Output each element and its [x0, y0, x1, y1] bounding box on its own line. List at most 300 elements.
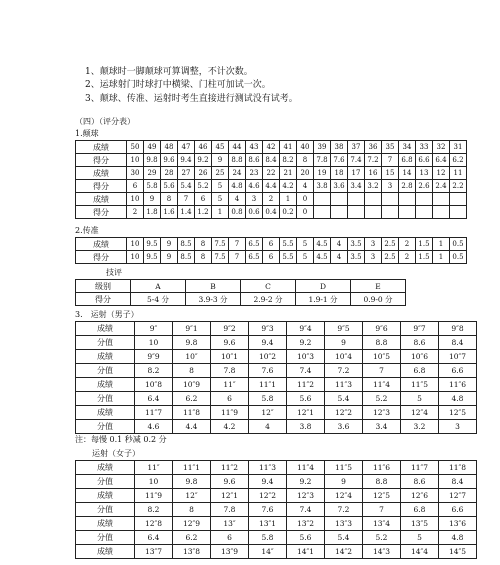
juggling-cell: 7.8 [314, 154, 331, 167]
juggling-cell: 37 [348, 141, 365, 154]
juggling-cell [450, 193, 467, 206]
dribble-male-cell: 7 [363, 364, 401, 378]
dribble-female-cell: 11″1 [173, 461, 211, 475]
juggling-cell: 9 [144, 193, 161, 206]
dribble-female-row-label: 分值 [76, 503, 135, 517]
juggling-cell: 8.2 [280, 154, 297, 167]
dribble-male-row [76, 322, 477, 336]
juggling-cell: 8.4 [263, 154, 280, 167]
dribble-male-cell: 11″ [211, 378, 249, 392]
passing-cell: 7.5 [212, 238, 229, 251]
dribble-male-cell: 5.2 [363, 392, 401, 406]
juggling-cell [399, 206, 416, 219]
juggling-cell: 1.4 [178, 206, 195, 219]
dribble-female-cell: 12″5 [363, 489, 401, 503]
juggling-cell: 32 [433, 141, 450, 154]
dribble-female-cell: 12″2 [249, 489, 287, 503]
juggling-row [76, 154, 467, 167]
juggling-cell: 26 [195, 167, 212, 180]
dribble-male-row [76, 336, 477, 350]
dribble-male-row-label: 成绩 [76, 322, 135, 336]
dribble-male-cell: 9.4 [249, 336, 287, 350]
technique-table [75, 279, 406, 306]
juggling-cell: 30 [127, 167, 144, 180]
passing-cell: 7 [229, 251, 246, 264]
juggling-cell: 44 [229, 141, 246, 154]
juggling-cell: 1 [280, 193, 297, 206]
juggling-cell: 47 [178, 141, 195, 154]
dribble-male-cell: 9″5 [325, 322, 363, 336]
passing-cell: 4.5 [314, 251, 331, 264]
dribble-male-cell: 10″2 [249, 350, 287, 364]
juggling-cell [416, 193, 433, 206]
passing-row [76, 251, 467, 264]
dribble-male-cell: 11″2 [287, 378, 325, 392]
dribble-female-cell: 7.4 [287, 503, 325, 517]
dribble-female-cell: 9.4 [249, 475, 287, 489]
dribble-female-cell: 12″7 [439, 489, 477, 503]
juggling-cell: 3 [246, 193, 263, 206]
juggling-cell: 7.6 [331, 154, 348, 167]
juggling-cell: 2.6 [416, 180, 433, 193]
juggling-cell: 8.8 [229, 154, 246, 167]
dribble-male-cell: 11″1 [249, 378, 287, 392]
technique-row [76, 280, 406, 293]
juggling-row-label: 成绩 [76, 141, 127, 154]
dribble-female-cell: 9 [325, 475, 363, 489]
passing-cell: 6 [263, 251, 280, 264]
dribble-female-cell: 8.6 [401, 475, 439, 489]
dribble-male-cell: 11″5 [401, 378, 439, 392]
passing-cell: 4 [331, 251, 348, 264]
juggling-cell: 4.2 [280, 180, 297, 193]
technique-cell: 1.9-1 分 [296, 293, 351, 306]
dribble-male-cell: 9″6 [363, 322, 401, 336]
dribble-male-cell: 4 [249, 420, 287, 434]
passing-cell: 1.5 [416, 238, 433, 251]
dribble-female-cell: 13″5 [401, 517, 439, 531]
juggling-cell: 7 [178, 193, 195, 206]
dribble-male-cell: 8 [173, 364, 211, 378]
dribble-male-cell: 4.8 [439, 392, 477, 406]
dribble-female-cell: 6.6 [439, 503, 477, 517]
juggling-cell [314, 206, 331, 219]
dribble-male-table [75, 321, 477, 434]
dribble-female-cell: 9.6 [211, 475, 249, 489]
dribble-female-cell: 12″1 [211, 489, 249, 503]
dribble-female-cell: 5.6 [287, 531, 325, 545]
dribble-male-cell: 10″5 [363, 350, 401, 364]
juggling-cell: 19 [314, 167, 331, 180]
dribble-female-cell: 6.8 [401, 503, 439, 517]
juggling-row [76, 141, 467, 154]
juggling-cell: 31 [450, 141, 467, 154]
dribble-male-cell: 10 [135, 336, 173, 350]
juggling-cell: 33 [416, 141, 433, 154]
juggling-cell [348, 206, 365, 219]
dribble-male-cell: 11″4 [363, 378, 401, 392]
juggling-cell: 3.6 [331, 180, 348, 193]
dribble-male-cell: 3.2 [401, 420, 439, 434]
juggling-row [76, 206, 467, 219]
dribble-male-cell: 4.6 [135, 420, 173, 434]
dribble-male-cell: 9″3 [249, 322, 287, 336]
juggling-cell: 15 [382, 167, 399, 180]
juggling-cell: 45 [212, 141, 229, 154]
passing-cell: 1 [433, 251, 450, 264]
technique-title: 技评 [106, 268, 122, 277]
dribble-male-cell: 8.6 [401, 336, 439, 350]
passing-row-label: 成绩 [76, 238, 127, 251]
passing-cell: 1.5 [416, 251, 433, 264]
juggling-cell: 8 [297, 154, 314, 167]
juggling-cell: 5.4 [178, 180, 195, 193]
juggling-cell: 12 [433, 167, 450, 180]
juggling-cell: 6 [195, 193, 212, 206]
dribble-female-row [76, 503, 477, 517]
juggling-cell: 17 [348, 167, 365, 180]
passing-cell: 5.5 [280, 251, 297, 264]
dribble-male-cell: 6.2 [173, 392, 211, 406]
dribble-female-cell: 7.6 [249, 503, 287, 517]
juggling-cell: 7 [382, 154, 399, 167]
dribble-female-cell: 6 [211, 531, 249, 545]
juggling-cell: 36 [365, 141, 382, 154]
juggling-cell: 50 [127, 141, 144, 154]
juggling-cell [382, 206, 399, 219]
juggling-cell: 10 [127, 154, 144, 167]
juggling-cell: 1.6 [161, 206, 178, 219]
juggling-cell: 5 [212, 193, 229, 206]
dribble-female-row [76, 475, 477, 489]
juggling-cell: 11 [450, 167, 467, 180]
dribble-female-cell: 11″4 [287, 461, 325, 475]
juggling-cell: 49 [144, 141, 161, 154]
juggling-cell: 4.8 [229, 180, 246, 193]
passing-cell: 0.5 [450, 251, 467, 264]
dribble-male-cell: 5.4 [325, 392, 363, 406]
juggling-cell: 7.4 [348, 154, 365, 167]
juggling-row-label: 得分 [76, 180, 127, 193]
juggling-cell: 22 [263, 167, 280, 180]
passing-cell: 4 [331, 238, 348, 251]
juggling-cell [433, 193, 450, 206]
dribble-female-cell: 6.4 [135, 531, 173, 545]
dribble-male-cell: 9″4 [287, 322, 325, 336]
technique-cell: E [351, 280, 406, 293]
juggling-cell: 6.4 [433, 154, 450, 167]
juggling-cell: 8.6 [246, 154, 263, 167]
juggling-cell: 2.4 [433, 180, 450, 193]
juggling-cell: 25 [212, 167, 229, 180]
dribble-female-cell: 13″9 [211, 545, 249, 559]
dribble-female-cell: 11″6 [363, 461, 401, 475]
juggling-cell [450, 206, 467, 219]
passing-cell: 5.5 [280, 238, 297, 251]
dribble-male-row-label: 分值 [76, 364, 135, 378]
juggling-cell: 27 [178, 167, 195, 180]
dribble-female-row-label: 分值 [76, 531, 135, 545]
dribble-male-cell: 8.2 [135, 364, 173, 378]
passing-cell: 6.5 [246, 238, 263, 251]
dribble-female-cell: 12″8 [135, 517, 173, 531]
juggling-cell: 18 [331, 167, 348, 180]
dribble-male-cell: 3.8 [287, 420, 325, 434]
dribble-male-cell: 12″ [249, 406, 287, 420]
technique-cell: C [241, 280, 296, 293]
dribble-male-row-label: 分值 [76, 392, 135, 406]
juggling-cell: 13 [416, 167, 433, 180]
juggling-cell: 3.8 [314, 180, 331, 193]
dribble-female-cell: 13″8 [173, 545, 211, 559]
juggling-cell [314, 193, 331, 206]
juggling-cell: 5.6 [161, 180, 178, 193]
dribble-female-cell: 8.2 [135, 503, 173, 517]
technique-cell: 3.9-3 分 [186, 293, 241, 306]
dribble-male-cell: 3 [439, 420, 477, 434]
technique-row [76, 293, 406, 306]
juggling-cell: 9.6 [161, 154, 178, 167]
dribble-female-cell: 13″6 [439, 517, 477, 531]
juggling-title: 1.颠球 [75, 129, 99, 138]
dribble-male-row [76, 420, 477, 434]
juggling-cell: 39 [314, 141, 331, 154]
dribble-female-cell: 12″9 [173, 517, 211, 531]
juggling-cell: 6 [127, 180, 144, 193]
dribble-female-row-label: 成绩 [76, 489, 135, 503]
juggling-cell: 28 [161, 167, 178, 180]
dribble-female-cell: 11″5 [325, 461, 363, 475]
dribble-female-cell: 12″6 [401, 489, 439, 503]
juggling-cell: 38 [331, 141, 348, 154]
juggling-cell: 46 [195, 141, 212, 154]
dribble-male-cell: 8.4 [439, 336, 477, 350]
juggling-cell: 2.8 [399, 180, 416, 193]
passing-cell: 1 [433, 238, 450, 251]
juggling-cell: 20 [297, 167, 314, 180]
passing-cell: 8 [195, 238, 212, 251]
passing-cell: 4.5 [314, 238, 331, 251]
dribble-female-title: 运射（女子） [92, 449, 140, 458]
juggling-cell [365, 206, 382, 219]
passing-cell: 2 [399, 251, 416, 264]
juggling-row [76, 167, 467, 180]
dribble-male-cell: 3.6 [325, 420, 363, 434]
juggling-cell: 9.2 [195, 154, 212, 167]
dribble-male-row [76, 406, 477, 420]
dribble-male-row-label: 成绩 [76, 378, 135, 392]
dribble-female-cell: 13″4 [363, 517, 401, 531]
dribble-female-cell: 12″4 [325, 489, 363, 503]
juggling-cell: 29 [144, 167, 161, 180]
dribble-female-table [75, 460, 477, 559]
dribble-female-cell: 14″5 [439, 545, 477, 559]
juggling-cell: 9.4 [178, 154, 195, 167]
dribble-female-cell: 8.4 [439, 475, 477, 489]
juggling-row-label: 得分 [76, 154, 127, 167]
passing-cell: 3.5 [348, 251, 365, 264]
juggling-cell: 9.8 [144, 154, 161, 167]
dribble-male-cell: 8.8 [363, 336, 401, 350]
juggling-row-label: 成绩 [76, 167, 127, 180]
juggling-cell: 3 [382, 180, 399, 193]
passing-cell: 3 [365, 238, 382, 251]
juggling-cell: 42 [263, 141, 280, 154]
juggling-cell: 34 [399, 141, 416, 154]
dribble-female-cell: 14″2 [325, 545, 363, 559]
juggling-cell: 6.2 [450, 154, 467, 167]
dribble-female-cell: 14″1 [287, 545, 325, 559]
passing-cell: 8.5 [178, 251, 195, 264]
dribble-female-cell: 5.2 [363, 531, 401, 545]
dribble-female-row [76, 545, 477, 559]
passing-cell: 6 [263, 238, 280, 251]
dribble-female-cell: 11″ [135, 461, 173, 475]
dribble-male-cell: 10″3 [287, 350, 325, 364]
passing-cell: 3.5 [348, 238, 365, 251]
dribble-male-cell: 9″2 [211, 322, 249, 336]
dribble-female-cell: 5.4 [325, 531, 363, 545]
passing-cell: 7.5 [212, 251, 229, 264]
dribble-male-cell: 5 [401, 392, 439, 406]
juggling-cell: 0.4 [263, 206, 280, 219]
dribble-male-cell: 11″9 [211, 406, 249, 420]
technique-row-label: 级别 [76, 280, 131, 293]
dribble-female-row [76, 461, 477, 475]
juggling-cell: 4.6 [246, 180, 263, 193]
dribble-female-row-label: 成绩 [76, 517, 135, 531]
dribble-female-row-label: 成绩 [76, 545, 135, 559]
dribble-male-cell: 11″8 [173, 406, 211, 420]
juggling-cell: 1 [212, 206, 229, 219]
dribble-male-cell: 9 [325, 336, 363, 350]
passing-cell: 2.5 [382, 251, 399, 264]
dribble-female-cell: 9.8 [173, 475, 211, 489]
passing-row-label: 得分 [76, 251, 127, 264]
juggling-row-label: 成绩 [76, 193, 127, 206]
dribble-female-cell: 13″2 [287, 517, 325, 531]
juggling-cell [365, 193, 382, 206]
passing-cell: 9.5 [144, 251, 161, 264]
passing-cell: 9.5 [144, 238, 161, 251]
passing-cell: 8.5 [178, 238, 195, 251]
juggling-cell: 1.8 [144, 206, 161, 219]
passing-cell: 3 [365, 251, 382, 264]
dribble-male-row [76, 364, 477, 378]
juggling-cell: 48 [161, 141, 178, 154]
juggling-row-label: 得分 [76, 206, 127, 219]
dribble-male-cell: 9.6 [211, 336, 249, 350]
dribble-male-cell: 7.4 [287, 364, 325, 378]
dribble-female-cell: 10 [135, 475, 173, 489]
passing-row [76, 238, 467, 251]
note: 注：每慢 0.1 秒减 0.2 分 [75, 435, 167, 444]
dribble-male-cell: 9″7 [401, 322, 439, 336]
dribble-female-row [76, 489, 477, 503]
passing-cell: 2.5 [382, 238, 399, 251]
passing-cell: 6.5 [246, 251, 263, 264]
juggling-cell: 41 [280, 141, 297, 154]
dribble-male-cell: 12″2 [325, 406, 363, 420]
juggling-cell: 8 [161, 193, 178, 206]
dribble-male-cell: 9″ [135, 322, 173, 336]
juggling-cell: 14 [399, 167, 416, 180]
dribble-female-row [76, 517, 477, 531]
dribble-male-cell: 6 [211, 392, 249, 406]
juggling-cell [433, 206, 450, 219]
juggling-cell [331, 206, 348, 219]
juggling-cell [382, 193, 399, 206]
juggling-cell: 0 [297, 206, 314, 219]
dribble-male-cell: 9″8 [439, 322, 477, 336]
rule-1: 1、颠球时一脚颠球可算调整，不计次数。 [85, 67, 253, 77]
dribble-male-cell: 12″3 [363, 406, 401, 420]
passing-cell: 10 [127, 251, 144, 264]
juggling-cell [399, 193, 416, 206]
dribble-male-cell: 12″4 [401, 406, 439, 420]
dribble-female-cell: 11″9 [135, 489, 173, 503]
juggling-cell: 5.8 [144, 180, 161, 193]
dribble-male-cell: 10″ [173, 350, 211, 364]
juggling-cell: 1.2 [195, 206, 212, 219]
juggling-row [76, 193, 467, 206]
passing-cell: 8 [195, 251, 212, 264]
dribble-male-cell: 10″1 [211, 350, 249, 364]
dribble-female-cell: 5.8 [249, 531, 287, 545]
juggling-cell: 6.8 [399, 154, 416, 167]
juggling-cell: 4.4 [263, 180, 280, 193]
juggling-cell: 2 [263, 193, 280, 206]
juggling-cell [416, 206, 433, 219]
dribble-male-cell: 9.2 [287, 336, 325, 350]
dribble-female-cell: 14″4 [401, 545, 439, 559]
passing-cell: 5 [297, 238, 314, 251]
juggling-cell: 0.8 [229, 206, 246, 219]
dribble-female-cell: 13″7 [135, 545, 173, 559]
juggling-cell [331, 193, 348, 206]
juggling-cell: 2 [127, 206, 144, 219]
dribble-female-row-label: 成绩 [76, 461, 135, 475]
technique-cell: D [296, 280, 351, 293]
dribble-male-cell: 9″1 [173, 322, 211, 336]
juggling-cell: 0 [297, 193, 314, 206]
juggling-row [76, 180, 467, 193]
technique-cell: B [186, 280, 241, 293]
dribble-female-cell: 8.8 [363, 475, 401, 489]
dribble-female-cell: 11″3 [249, 461, 287, 475]
passing-cell: 9 [161, 251, 178, 264]
juggling-cell: 16 [365, 167, 382, 180]
juggling-cell: 2.2 [450, 180, 467, 193]
dribble-female-cell: 13″ [211, 517, 249, 531]
dribble-female-cell: 7.2 [325, 503, 363, 517]
juggling-cell: 10 [127, 193, 144, 206]
dribble-male-cell: 6.4 [135, 392, 173, 406]
technique-cell: 5-4 分 [131, 293, 186, 306]
dribble-male-cell: 4.4 [173, 420, 211, 434]
dribble-male-cell: 9.8 [173, 336, 211, 350]
dribble-male-cell: 5.8 [249, 392, 287, 406]
dribble-male-row-label: 分值 [76, 420, 135, 434]
dribble-male-cell: 10″9 [173, 378, 211, 392]
dribble-male-row-label: 成绩 [76, 406, 135, 420]
dribble-female-cell: 5 [401, 531, 439, 545]
dribble-female-cell: 11″7 [401, 461, 439, 475]
dribble-male-cell: 7.2 [325, 364, 363, 378]
dribble-male-cell: 11″6 [439, 378, 477, 392]
juggling-cell: 43 [246, 141, 263, 154]
dribble-female-cell: 7 [363, 503, 401, 517]
